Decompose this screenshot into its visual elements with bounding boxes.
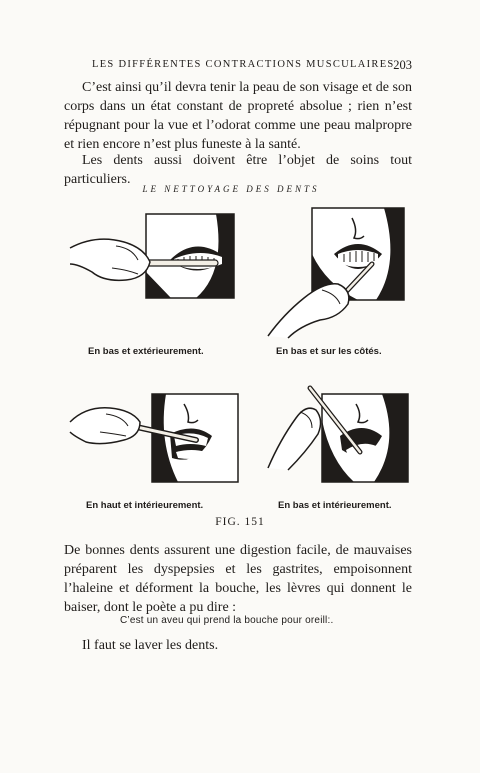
paragraph-good-teeth: De bonnes dents assurent une digestion facile, de mauvaises préparent les dyspepsies et les gastrites, empoisonnent l’haleine et déforment la bouche, les lèvres qui donnent le baiser, dont le poète a pu dire : [64,543,412,615]
caption-lower-inside: En bas et intérieurement. [278,500,392,511]
page-number: 203 [393,58,412,72]
running-head [92,59,412,70]
quotation: C’est un aveu qui prend la bouche pour oreill:. [120,615,334,626]
paragraph-teeth-intro: Les dents aussi doivent être l’objet de soins tout particuliers. [64,153,412,187]
running-head-title: LES DIFFÉRENTES CONTRACTIONS MUSCULAIRES [92,59,395,70]
caption-lower-outside: En bas et extérieurement. [88,346,204,357]
illustration-lower-sides [264,204,414,340]
caption-lower-sides: En bas et sur les côtés. [276,346,382,357]
paragraph-skin-care: C’est ainsi qu’il devra tenir la peau de son visage et de son corps dans un état constant de propreté absolue ; rien n’est répugnant pour la vue et l’odorat comme une peau malpropre et rien encore n’est plus funeste à la santé. [64,80,412,152]
illustration-lower-outside [66,212,242,304]
illustration-lower-inside [266,380,414,488]
paragraph-wash-teeth: Il faut se laver les dents. [82,638,219,653]
caption-upper-inside: En haut et intérieurement. [86,500,204,511]
figure-number: FIG. 151 [215,516,265,528]
figure-title: LE NETTOYAGE DES DENTS [142,184,320,194]
illustration-upper-inside [66,392,244,488]
